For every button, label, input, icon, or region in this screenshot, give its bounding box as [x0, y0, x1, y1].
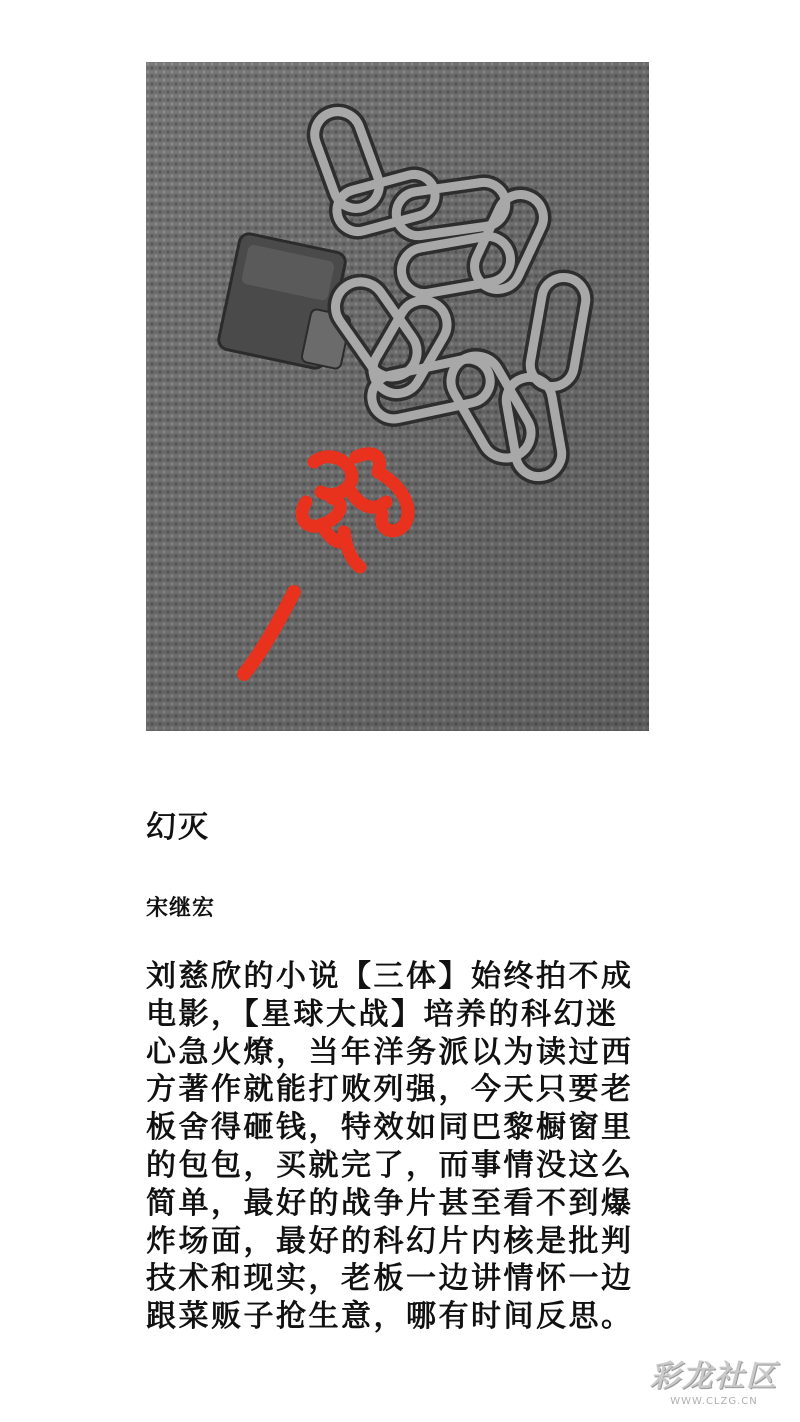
body-line: 心急火燎，当年洋务派以为读过西 — [146, 1034, 634, 1070]
site-watermark — [636, 1360, 792, 1412]
body-line: 方著作就能打败列强，今天只要老 — [146, 1072, 634, 1108]
body-line: 的包包，买就完了，而事情没这么 — [146, 1147, 634, 1183]
body-line: 炸场面，最好的科幻片内核是批判 — [146, 1223, 634, 1259]
body-line: 电影，【星球大战】培养的科幻迷 — [146, 996, 619, 1032]
body-line: 简单，最好的战争片甚至看不到爆 — [146, 1185, 634, 1221]
body-line: 跟菜贩子抢生意，哪有时间反思。 — [146, 1299, 634, 1335]
watermark-logo-text: 彩龙社区 — [650, 1359, 778, 1394]
article-photo — [146, 62, 649, 731]
body-line: 刘慈欣的小说【三体】始终拍不成 — [146, 959, 634, 994]
article-author: 宋继宏 — [146, 895, 216, 921]
watermark-url: WWW.CLZG.CN — [670, 1396, 758, 1407]
body-line: 技术和现实，老板一边讲情怀一边 — [146, 1261, 634, 1297]
article-body — [146, 958, 656, 1336]
article-title: 幻灭 — [146, 810, 210, 845]
body-line: 板舍得砸钱，特效如同巴黎橱窗里 — [146, 1110, 634, 1146]
chain-lock-illustration — [146, 62, 649, 731]
